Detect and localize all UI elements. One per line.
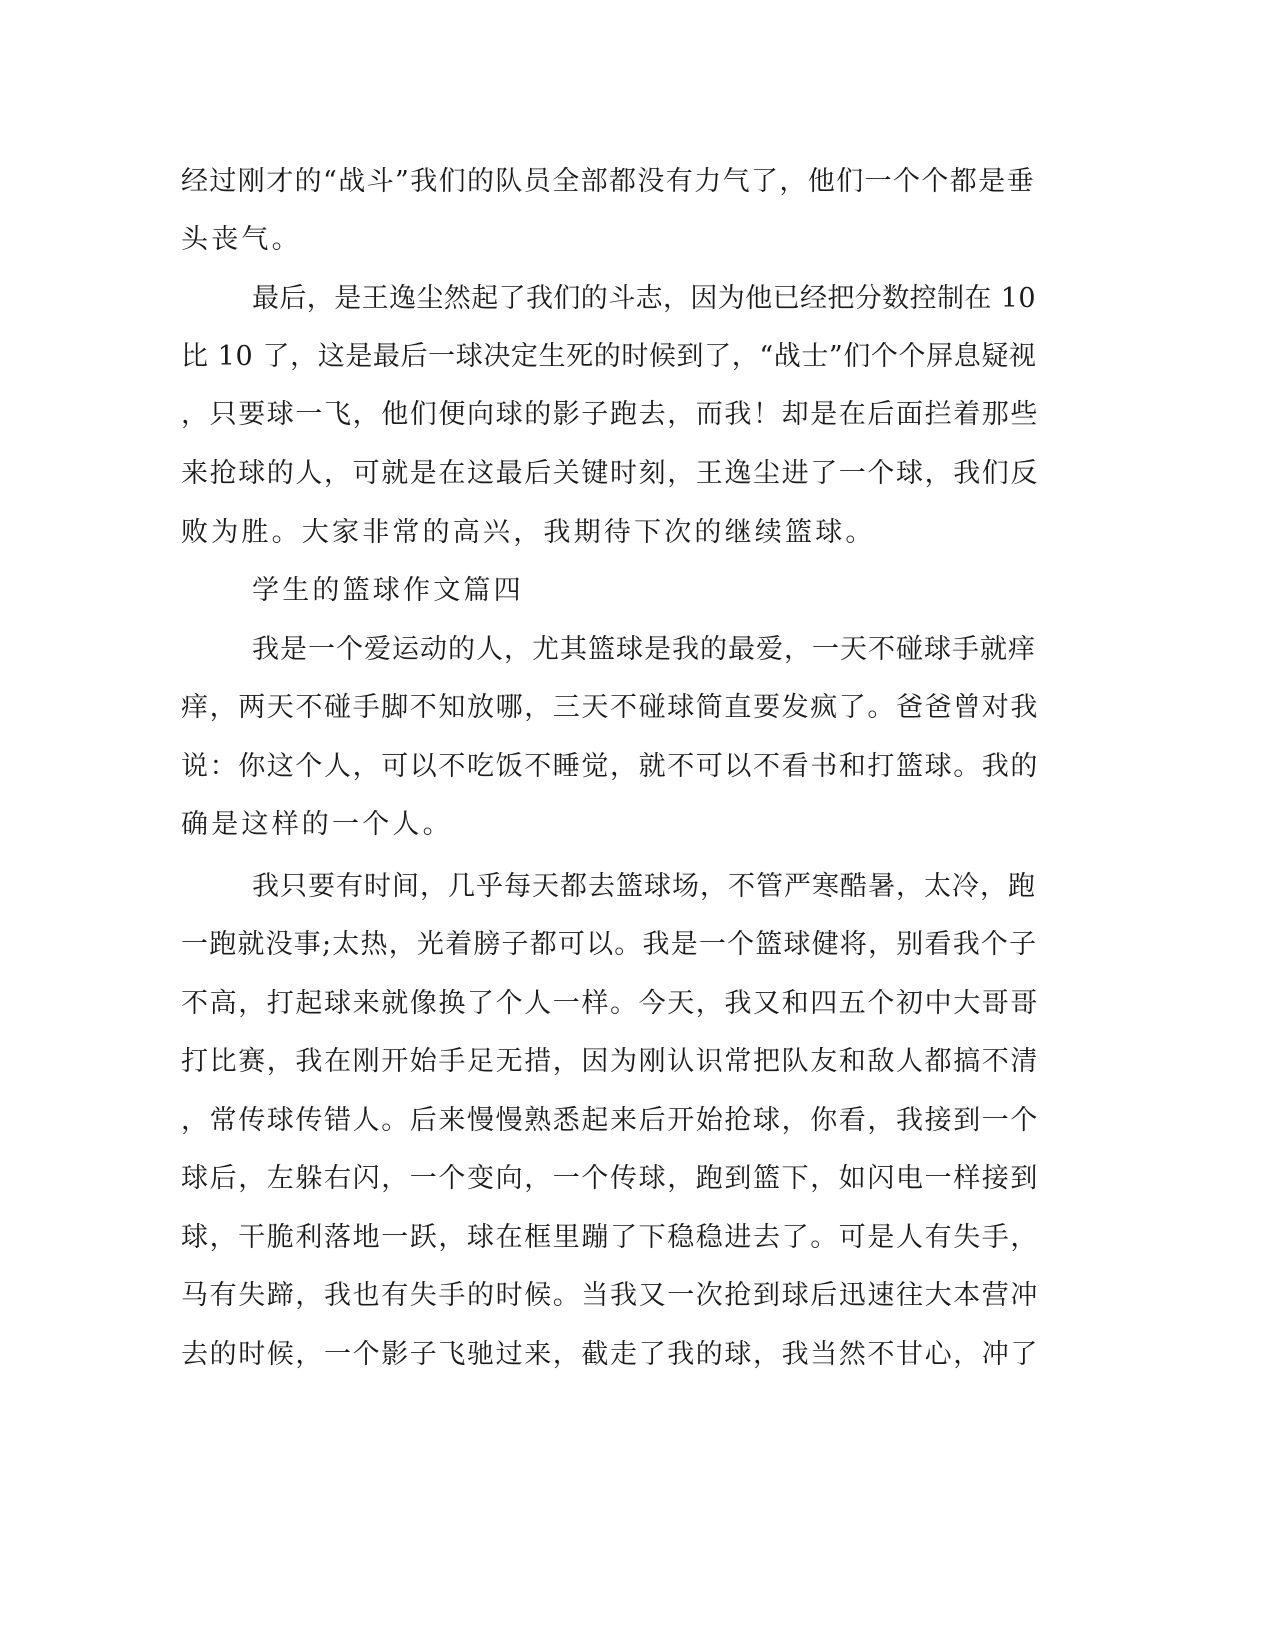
text-line: 不高，打起球来就像换了个人一样。今天，我又和四五个初中大哥哥: [181, 988, 1039, 1019]
text-line: 去的时候，一个影子飞驰过来，截走了我的球，我当然不甘心，冲了: [181, 1339, 1039, 1370]
text-line: 比 10 了，这是最后一球决定生死的时候到了，“战士”们个个屏息疑视: [181, 341, 1037, 372]
text-line: 痒，两天不碰手脚不知放哪，三天不碰球简直要发疯了。爸爸曾对我: [181, 692, 1039, 723]
text-line: 头丧气。: [181, 224, 302, 255]
text-line: 马有失蹄，我也有失手的时候。当我又一次抢到球后迅速往大本营冲: [181, 1280, 1039, 1311]
text-line: 来抢球的人，可就是在这最后关键时刻，王逸尘进了一个球，我们反: [181, 458, 1039, 489]
text-line: 我是一个爱运动的人，尤其篮球是我的最爱，一天不碰球手就痒: [252, 634, 1036, 665]
text-line: 最后，是王逸尘然起了我们的斗志，因为他已经把分数控制在 10: [252, 283, 1036, 314]
section-heading: 学生的篮球作文篇四: [252, 575, 524, 606]
text-line: 确是这样的一个人。: [181, 809, 453, 840]
text-line: 球后，左躲右闪，一个变向，一个传球，跑到篮下，如闪电一样接到: [181, 1163, 1039, 1194]
text-line: 败为胜。大家非常的高兴，我期待下次的继续篮球。: [181, 517, 876, 548]
text-line: ，常传球传错人。后来慢慢熟悉起来后开始抢球，你看，我接到一个: [181, 1105, 1039, 1136]
text-line: 说：你这个人，可以不吃饭不睡觉，就不可以不看书和打篮球。我的: [181, 751, 1039, 782]
text-line: 打比赛，我在刚开始手足无措，因为刚认识常把队友和敌人都搞不清: [181, 1046, 1039, 1077]
text-line: 经过刚才的“战斗”我们的队员全部都没有力气了，他们一个个都是垂: [181, 166, 1036, 197]
text-line: 一跑就没事;太热，光着膀子都可以。我是一个篮球健将，别看我个子: [181, 929, 1038, 960]
text-line: ，只要球一飞，他们便向球的影子跑去，而我！却是在后面拦着那些: [181, 399, 1039, 430]
text-line: 我只要有时间，几乎每天都去篮球场，不管严寒酷暑，太冷，跑: [252, 871, 1036, 902]
text-line: 球，干脆利落地一跃，球在框里蹦了下稳稳进去了。可是人有失手，: [181, 1222, 1039, 1253]
